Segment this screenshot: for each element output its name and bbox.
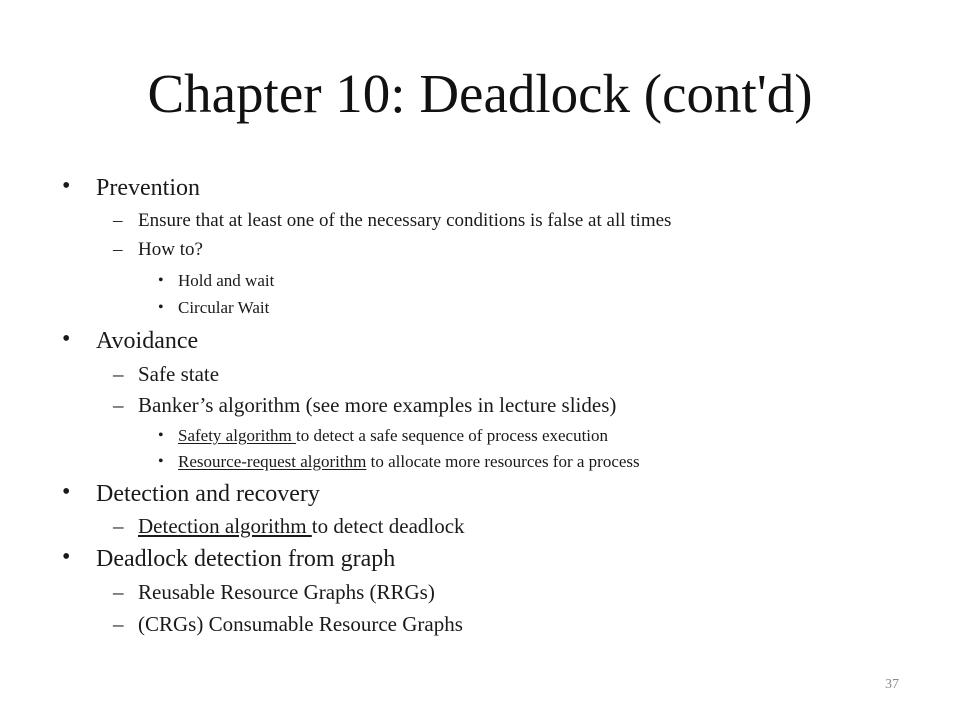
- dash-icon: –: [113, 210, 123, 231]
- section-prevention: [62, 173, 200, 202]
- bullet-icon: •: [158, 453, 164, 470]
- underlined-term: Detection algorithm: [138, 514, 312, 538]
- slide-title: Chapter 10: Deadlock (cont'd): [147, 63, 813, 124]
- item-text: (CRGs) Consumable Resource Graphs: [138, 612, 463, 636]
- list-item: [113, 362, 220, 387]
- sub-list-item: [158, 452, 640, 472]
- dash-icon: –: [113, 393, 124, 417]
- bullet-icon: •: [158, 299, 164, 316]
- bullet-icon: •: [62, 479, 71, 505]
- bullet-icon: •: [158, 272, 164, 289]
- bullet-icon: •: [62, 173, 71, 199]
- item-text: Banker’s algorithm (see more examples in lecture slides): [138, 393, 617, 417]
- subitem-text: to allocate more resources for a process: [366, 452, 640, 471]
- section-heading: Deadlock detection from graph: [96, 546, 396, 572]
- section-detection: [62, 479, 320, 508]
- section-heading: Prevention: [96, 175, 200, 201]
- item-text: Reusable Resource Graphs (RRGs): [138, 580, 435, 604]
- dash-icon: –: [113, 580, 124, 604]
- item-text: Safe state: [138, 362, 220, 386]
- section-heading: Detection and recovery: [96, 481, 320, 507]
- list-item: [113, 209, 672, 233]
- list-item: [113, 238, 203, 262]
- sub-list-item: [158, 298, 270, 318]
- list-item: [113, 393, 617, 418]
- list-item: [113, 580, 435, 605]
- dash-icon: –: [113, 514, 124, 538]
- sub-list-item: [158, 271, 275, 291]
- underlined-term: Resource-request algorithm: [178, 452, 367, 471]
- subitem-text: to detect a safe sequence of process execution: [296, 426, 609, 445]
- dash-icon: –: [113, 612, 124, 636]
- sub-list-item: [158, 426, 609, 446]
- bullet-icon: •: [62, 326, 71, 352]
- subitem-text: Hold and wait: [178, 271, 275, 290]
- dash-icon: –: [113, 362, 124, 386]
- bullet-icon: •: [158, 427, 164, 444]
- section-graph-detection: [62, 544, 396, 573]
- item-text: to detect deadlock: [311, 514, 465, 538]
- list-item: [113, 514, 465, 539]
- page-number: 37: [885, 677, 899, 692]
- section-avoidance: [62, 326, 199, 355]
- list-item: [113, 612, 463, 637]
- underlined-term: Safety algorithm: [178, 426, 297, 445]
- bullet-icon: •: [62, 544, 71, 570]
- subitem-text: Circular Wait: [178, 298, 270, 317]
- dash-icon: –: [113, 239, 123, 260]
- item-text: Ensure that at least one of the necessary conditions is false at all times: [138, 210, 672, 231]
- item-text: How to?: [138, 239, 203, 260]
- section-heading: Avoidance: [96, 328, 199, 354]
